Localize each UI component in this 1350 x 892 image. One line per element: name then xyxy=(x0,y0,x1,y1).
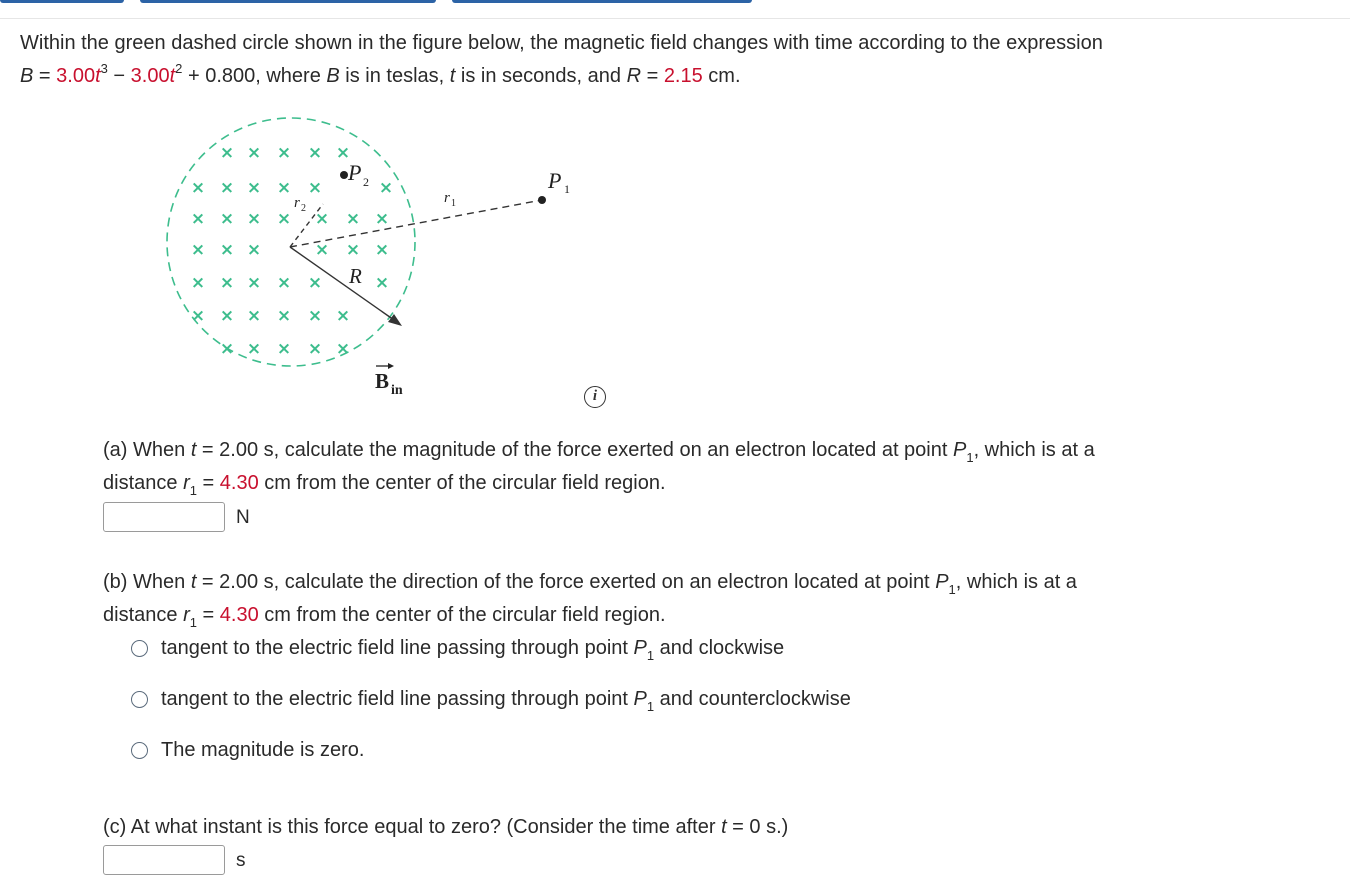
tab-bar-2[interactable] xyxy=(140,0,436,3)
field-x-mark: × xyxy=(219,306,235,326)
field-x-mark: × xyxy=(190,209,206,229)
part-a-line-1 xyxy=(103,438,1095,465)
t-symbol: t xyxy=(449,65,456,87)
tab-bar-1[interactable] xyxy=(0,0,124,3)
field-figure xyxy=(150,112,610,402)
part-c-answer-input[interactable] xyxy=(103,845,225,875)
option-1-p-sub: 1 xyxy=(646,648,655,663)
field-x-mark: × xyxy=(246,306,262,326)
field-x-mark: × xyxy=(307,178,323,198)
field-x-mark: × xyxy=(276,306,292,326)
p1-subscript: 1 xyxy=(564,182,570,196)
part-b-p-sub: 1 xyxy=(948,582,956,597)
part-b-eq: = 2.00 s, calculate the direction of the force exerted on an electron located at point xyxy=(196,571,936,593)
part-a-suffix: , which is at a xyxy=(973,439,1095,461)
intro-line-1: Within the green dashed circle shown in the figure below, the magnetic field changes with time according to the expression xyxy=(20,32,1103,54)
part-a-distance: distance xyxy=(103,472,184,494)
field-x-mark: × xyxy=(246,209,262,229)
field-x-mark: × xyxy=(246,273,262,293)
field-x-mark: × xyxy=(314,209,330,229)
top-tab-strip xyxy=(0,0,1350,19)
field-x-mark: × xyxy=(307,339,323,359)
units-mid: is in teslas, xyxy=(339,65,450,87)
point-p1 xyxy=(538,196,546,204)
part-a-p-sub: 1 xyxy=(966,450,974,465)
r-value: 2.15 xyxy=(663,65,703,87)
option-2-tail: and counterclockwise xyxy=(654,688,851,710)
option-clockwise-label[interactable] xyxy=(161,636,785,663)
option-2-text: tangent to the electric field line passing through point xyxy=(161,688,634,710)
part-b-r-sub: 1 xyxy=(189,615,197,630)
part-b-t: t xyxy=(190,571,197,593)
part-c-unit: s xyxy=(236,850,246,871)
field-x-mark: × xyxy=(374,273,390,293)
units-tail: is in seconds, and xyxy=(455,65,627,87)
field-x-mark: × xyxy=(307,143,323,163)
minus-sign: − xyxy=(107,65,131,87)
coef-b: 3.00 xyxy=(130,65,170,87)
field-x-mark: × xyxy=(374,240,390,260)
field-x-mark: × xyxy=(276,209,292,229)
part-b-line2-suffix: cm from the center of the circular field region. xyxy=(258,604,666,626)
part-b-r: r xyxy=(183,604,190,626)
field-x-mark: × xyxy=(219,339,235,359)
field-x-mark: × xyxy=(276,339,292,359)
part-c-prefix: (c) At what instant is this force equal to zero? (Consider the time after xyxy=(103,816,722,838)
option-2-p-sub: 1 xyxy=(646,699,655,714)
field-x-mark: × xyxy=(307,306,323,326)
part-c-t: t xyxy=(721,816,727,838)
part-b-r-value: 4.30 xyxy=(219,604,259,626)
field-x-mark: × xyxy=(307,273,323,293)
part-a-answer-input[interactable] xyxy=(103,502,225,532)
part-a-eq: = 2.00 s, calculate the magnitude of the force exerted on an electron located at point xyxy=(196,439,953,461)
part-a-unit: N xyxy=(236,507,250,528)
field-x-mark: × xyxy=(276,273,292,293)
part-c-line xyxy=(103,815,788,839)
field-x-mark: × xyxy=(335,306,351,326)
t-a: t xyxy=(95,65,101,87)
r2-subscript: 2 xyxy=(301,203,306,214)
p1-label: P xyxy=(548,168,562,193)
field-x-mark: × xyxy=(345,209,361,229)
b-subscript: in xyxy=(391,383,403,398)
b-symbol: B xyxy=(20,65,34,87)
r2-label: r xyxy=(294,195,300,211)
part-b-p: P xyxy=(935,571,949,593)
r-unit: cm. xyxy=(702,65,741,87)
exp-b: 2 xyxy=(175,61,183,76)
field-x-mark: × xyxy=(190,273,206,293)
option-1-p: P xyxy=(633,637,647,659)
field-x-mark: × xyxy=(246,339,262,359)
option-counterclockwise-label[interactable] xyxy=(161,687,851,714)
b-symbol-2: B xyxy=(326,65,340,87)
field-x-mark: × xyxy=(219,273,235,293)
r-symbol: R xyxy=(626,65,642,87)
exp-a: 3 xyxy=(100,61,108,76)
option-3-text: The magnitude is zero. xyxy=(161,739,365,761)
part-a-t: t xyxy=(190,439,197,461)
part-c-suffix: = 0 s.) xyxy=(726,816,789,838)
part-b-prefix: (b) When xyxy=(103,571,191,593)
option-2-p: P xyxy=(633,688,647,710)
option-1-tail: and clockwise xyxy=(654,637,785,659)
field-x-mark: × xyxy=(190,240,206,260)
field-x-mark: × xyxy=(246,240,262,260)
plus-const: + 0.800, where xyxy=(182,65,327,87)
part-a-line-2 xyxy=(103,471,666,498)
field-x-mark: × xyxy=(190,306,206,326)
part-b-line-2 xyxy=(103,603,666,630)
part-a-r-value: 4.30 xyxy=(219,472,259,494)
part-b-suffix: , which is at a xyxy=(955,571,1077,593)
part-a-r-eq: = xyxy=(196,472,220,494)
field-x-mark: × xyxy=(378,178,394,198)
field-x-mark: × xyxy=(345,240,361,260)
eq-sign-2: = xyxy=(641,65,664,87)
field-x-mark: × xyxy=(190,178,206,198)
intro-line-2 xyxy=(20,61,741,88)
field-x-mark: × xyxy=(246,143,262,163)
field-x-mark: × xyxy=(219,143,235,163)
coef-a: 3.00 xyxy=(56,65,96,87)
option-counterclockwise-radio[interactable] xyxy=(131,691,148,708)
field-x-mark: × xyxy=(219,209,235,229)
field-x-mark: × xyxy=(276,178,292,198)
part-b-r-eq: = xyxy=(196,604,220,626)
field-x-mark: × xyxy=(276,143,292,163)
p2-subscript: 2 xyxy=(363,175,369,189)
part-a-r: r xyxy=(183,472,190,494)
p2-label: P xyxy=(348,160,362,185)
part-b-line-1 xyxy=(103,570,1077,597)
option-zero-radio[interactable] xyxy=(131,742,148,759)
r1-label: r xyxy=(444,190,450,206)
info-icon[interactable]: i xyxy=(584,386,606,408)
part-a-r-sub: 1 xyxy=(189,483,197,498)
part-a-prefix: (a) When xyxy=(103,439,191,461)
field-x-mark: × xyxy=(219,240,235,260)
part-a-p: P xyxy=(952,439,967,461)
field-x-mark: × xyxy=(374,209,390,229)
field-x-mark: × xyxy=(246,178,262,198)
option-zero-label[interactable] xyxy=(161,738,364,762)
option-1-text: tangent to the electric field line passing through point xyxy=(161,637,634,659)
part-b-distance: distance xyxy=(103,604,184,626)
field-x-mark: × xyxy=(314,240,330,260)
eq-sign: = xyxy=(33,65,57,87)
field-x-mark: × xyxy=(335,339,351,359)
part-a-line2-suffix: cm from the center of the circular field region. xyxy=(258,472,666,494)
b-label: B xyxy=(375,369,390,393)
r1-subscript: 1 xyxy=(451,198,456,209)
option-clockwise-radio[interactable] xyxy=(131,640,148,657)
t-b: t xyxy=(169,65,176,87)
tab-bar-3[interactable] xyxy=(452,0,752,3)
point-p2 xyxy=(340,171,348,179)
field-x-mark: × xyxy=(335,143,351,163)
radius-label: R xyxy=(349,264,362,288)
field-x-mark: × xyxy=(219,178,235,198)
